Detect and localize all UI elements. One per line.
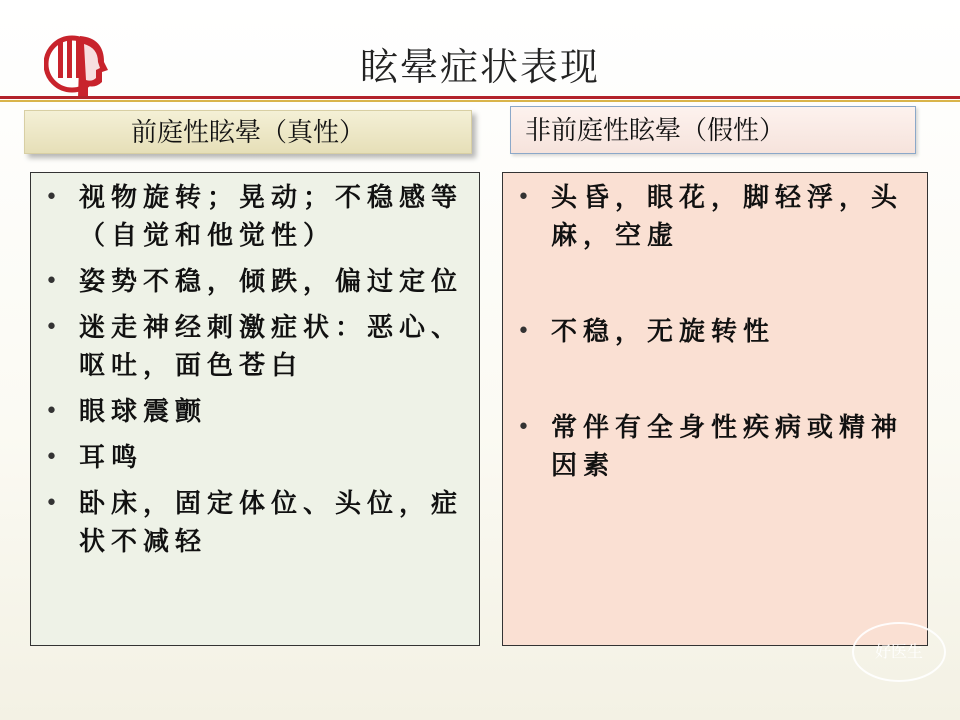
title-divider-gold bbox=[0, 100, 960, 102]
bullet-icon: • bbox=[45, 315, 58, 340]
list-item-text: 视物旋转；晃动；不稳感等（自觉和他觉性） bbox=[79, 183, 464, 251]
list-item bbox=[31, 179, 479, 255]
bullet-icon: • bbox=[45, 185, 58, 210]
page-title: 眩晕症状表现 bbox=[359, 45, 600, 89]
list-item bbox=[503, 313, 927, 351]
list-item bbox=[503, 409, 927, 485]
list-item bbox=[503, 179, 927, 255]
list-item-text: 卧床，固定体位、头位，症状不减轻 bbox=[79, 489, 464, 557]
vestibular-heading: 前庭性眩晕（真性） bbox=[24, 110, 472, 154]
bullet-icon: • bbox=[517, 185, 530, 210]
list-item bbox=[31, 309, 479, 385]
list-item-text: 迷走神经刺激症状：恶心、呕吐，面色苍白 bbox=[79, 313, 464, 381]
list-item bbox=[31, 439, 479, 477]
list-item-text: 头昏，眼花，脚轻浮，头麻，空虚 bbox=[551, 183, 904, 251]
bullet-icon: • bbox=[517, 319, 530, 344]
list-item bbox=[31, 393, 479, 431]
bullet-icon: • bbox=[45, 445, 58, 470]
non-vestibular-panel bbox=[502, 172, 928, 646]
list-item bbox=[31, 263, 479, 301]
list-item-text: 耳鸣 bbox=[79, 443, 144, 473]
list-item-text: 常伴有全身性疾病或精神因素 bbox=[551, 413, 904, 481]
vestibular-panel bbox=[30, 172, 480, 646]
list-item-text: 姿势不稳，倾跌，偏过定位 bbox=[79, 267, 464, 297]
bullet-icon: • bbox=[45, 399, 58, 424]
bullet-icon: • bbox=[517, 415, 530, 440]
list-item bbox=[31, 485, 479, 561]
watermark-logo: 好医生 bbox=[852, 622, 946, 682]
list-item-text: 眼球震颤 bbox=[79, 397, 208, 427]
list-item-text: 不稳，无旋转性 bbox=[551, 317, 776, 347]
title-divider-red bbox=[0, 96, 960, 99]
non-vestibular-heading: 非前庭性眩晕（假性） bbox=[510, 106, 916, 154]
bullet-icon: • bbox=[45, 491, 58, 516]
bullet-icon: • bbox=[45, 269, 58, 294]
